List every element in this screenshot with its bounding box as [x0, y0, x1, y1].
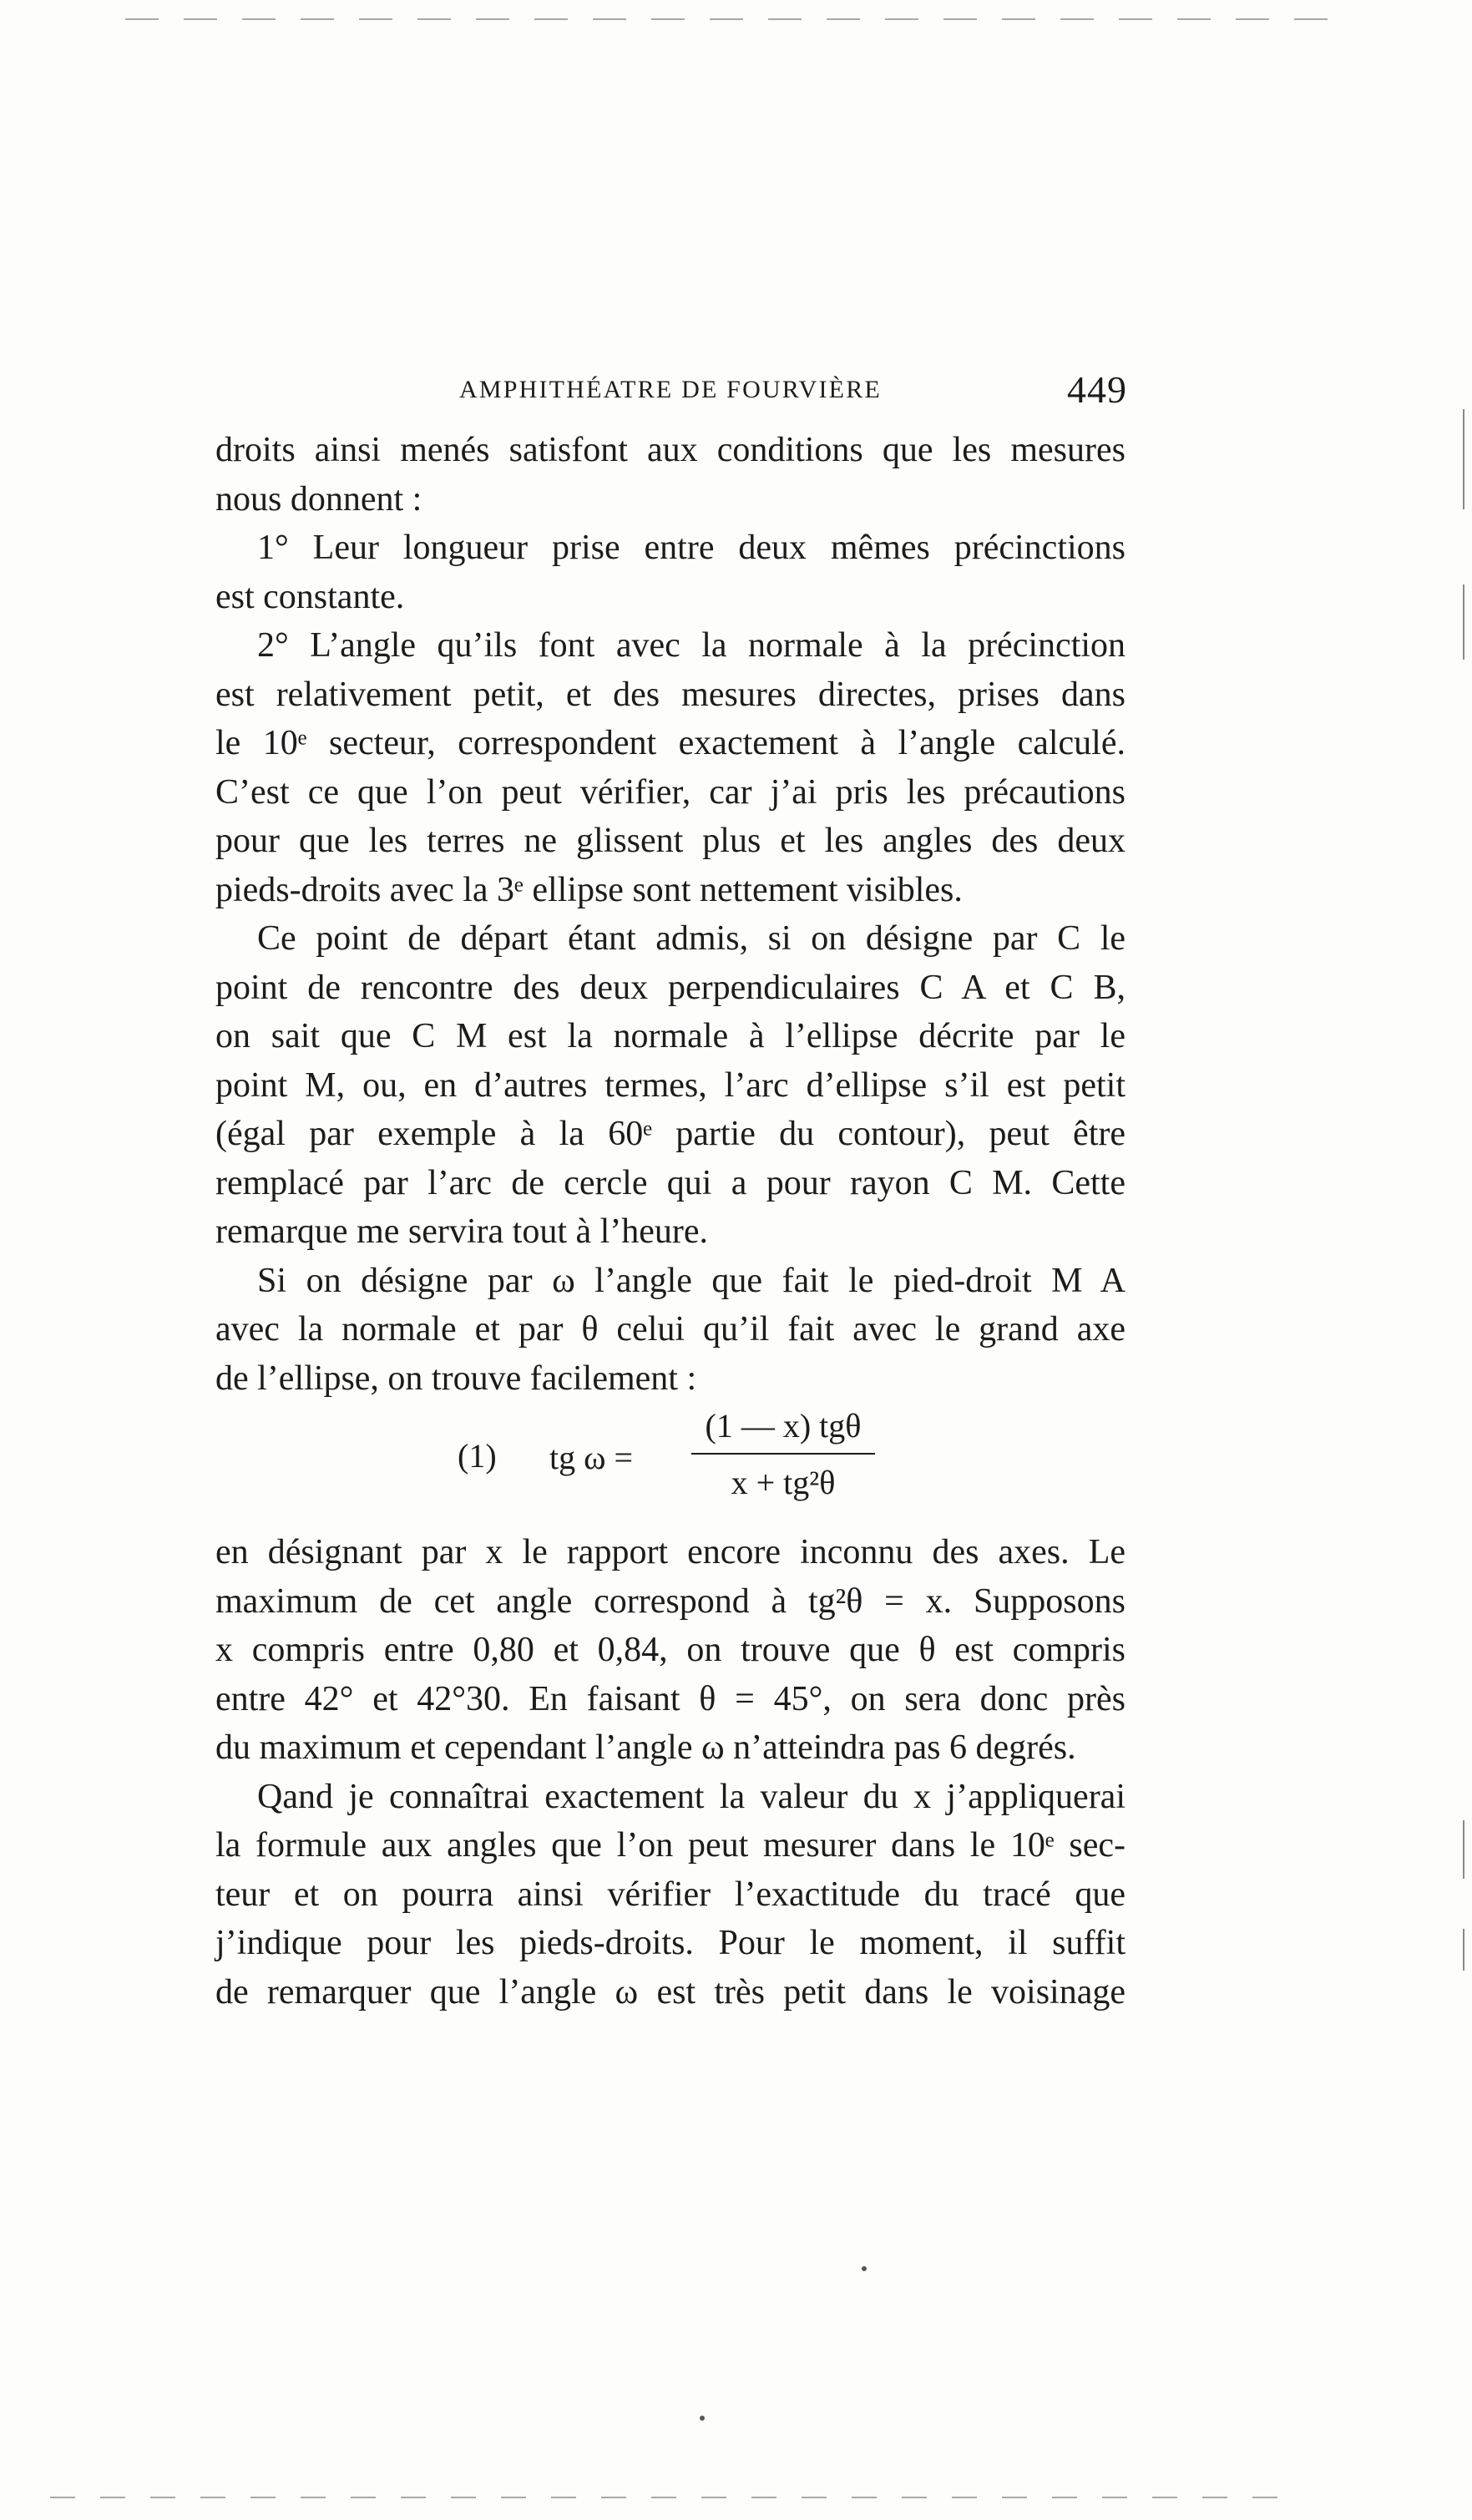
formula-denominator: x + tg²θ	[731, 1464, 836, 1501]
text-line: avec la normale et par θ celui qu’il fait avec le grand axe	[215, 1310, 1125, 1349]
text-line: j’indique pour les pieds-droits. Pour le moment, il suffit	[215, 1924, 1125, 1962]
formula	[215, 1403, 1125, 1528]
page-number: 449	[1067, 368, 1127, 411]
scan-dot	[862, 2266, 867, 2271]
body-text	[215, 426, 1125, 2017]
right-edge-mark	[1463, 1820, 1464, 1879]
fraction-bar	[691, 1453, 875, 1455]
scan-dot	[700, 2416, 705, 2421]
text-line: Ce point de départ étant admis, si on désigne par C le	[257, 919, 1125, 958]
text-line: point de rencontre des deux perpendiculaires C A et C B,	[215, 968, 1125, 1007]
text-line: de l’ellipse, on trouve facilement :	[215, 1359, 697, 1398]
text-line: remplacé par l’arc de cercle qui a pour rayon C M. Cette	[215, 1163, 1125, 1202]
bottom-margin-rule	[50, 2497, 1303, 2498]
formula-numerator: (1 — x) tgθ	[705, 1407, 862, 1445]
text-line: de remarquer que l’angle ω est très petit dans le voisinage	[215, 1972, 1125, 2011]
text-line: Si on désigne par ω l’angle que fait le pied-droit M A	[257, 1261, 1125, 1300]
text-line: pieds-droits avec la 3ᵉ ellipse sont nettement visibles.	[215, 870, 963, 909]
text-line: pour que les terres ne glissent plus et les angles des deux	[215, 822, 1125, 860]
text-line: 1° Leur longueur prise entre deux mêmes précinctions	[257, 529, 1125, 567]
text-line: nous donnent :	[215, 479, 422, 519]
right-edge-mark	[1463, 409, 1464, 509]
text-line: le 10ᵉ secteur, correspondent exactement à l’angle calculé.	[215, 724, 1125, 762]
text-line: (égal par exemple à la 60ᵉ partie du contour), peut être	[215, 1115, 1125, 1153]
text-line: maximum de cet angle correspond à tg²θ = x. Supposons	[215, 1581, 1125, 1621]
text-line: C’est ce que l’on peut vérifier, car j’ai pris les précautions	[215, 772, 1125, 812]
right-edge-mark	[1463, 584, 1464, 660]
text-line: est constante.	[215, 577, 405, 616]
text-line: x compris entre 0,80 et 0,84, on trouve que θ est compris	[215, 1631, 1125, 1669]
text-line: on sait que C M est la normale à l’ellipse décrite par le	[215, 1017, 1125, 1055]
text-line: droits ainsi menés satisfont aux conditions que les mesures	[215, 431, 1125, 469]
right-edge-mark	[1463, 1929, 1464, 1971]
text-line: point M, ou, en d’autres termes, l’arc d’ellipse s’il est petit	[215, 1065, 1125, 1105]
formula-number: (1)	[458, 1437, 497, 1475]
text-line: 2° L’angle qu’ils font avec la normale à la précinction	[257, 626, 1125, 665]
text-line: entre 42° et 42°30. En faisant θ = 45°, on sera donc près	[215, 1679, 1125, 1718]
text-line: remarque me servira tout à l’heure.	[215, 1212, 709, 1251]
text-line: du maximum et cependant l’angle ω n’atteindra pas 6 degrés.	[215, 1728, 1076, 1767]
formula-fraction	[691, 1403, 875, 1506]
page-header	[459, 361, 1127, 419]
text-line: en désignant par x le rapport encore inconnu des axes. Le	[215, 1533, 1125, 1571]
top-margin-rule	[125, 18, 1336, 20]
text-line: la formule aux angles que l’on peut mesurer dans le 10ᵉ sec-	[215, 1826, 1125, 1865]
text-line: est relativement petit, et des mesures directes, prises dans	[215, 675, 1125, 714]
text-line: teur et on pourra ainsi vérifier l’exactitude du tracé que	[215, 1875, 1125, 1914]
text-line: Qand je connaîtrai exactement la valeur du x j’appliquerai	[257, 1777, 1125, 1816]
formula-lhs: tg ω =	[549, 1439, 633, 1476]
running-title: AMPHITHÉATRE DE FOURVIÈRE	[459, 376, 882, 403]
